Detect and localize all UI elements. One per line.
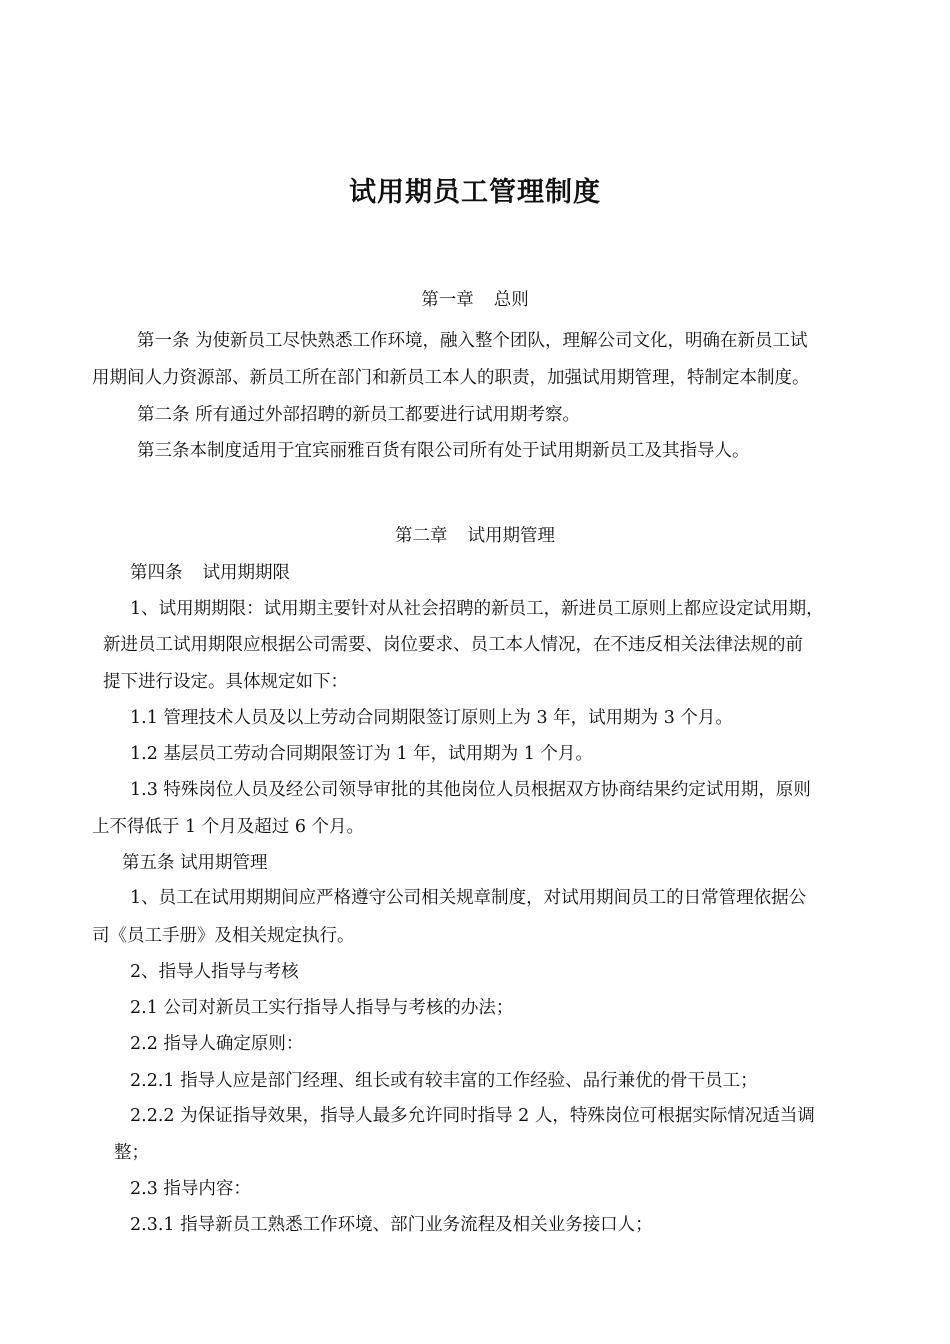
clause-5-1-line-2: 司《员工手册》及相关规定执行。 <box>92 926 355 946</box>
article-4-name: 试用期期限 <box>202 563 290 583</box>
article-1-line-2: 用期间人力资源部、新员工所在部门和新员工本人的职责，加强试用期管理，特制定本制度。 <box>92 368 810 388</box>
clause-1-line-3: 提下进行设定。具体规定如下： <box>103 672 348 692</box>
chapter-1-number: 第一章 <box>421 290 474 310</box>
article-1-line-1: 第一条 为使新员工尽快熟悉工作环境，融入整个团队，理解公司文化，明确在新员工试 <box>137 331 808 351</box>
clause-2-3: 2.3 指导内容： <box>130 1179 251 1199</box>
article-2: 第二条 所有通过外部招聘的新员工都要进行试用期考察。 <box>137 405 581 425</box>
chapter-2-name: 试用期管理 <box>467 526 555 546</box>
clause-1-1: 1.1 管理技术人员及以上劳动合同期限签订原则上为 3 年，试用期为 3 个月。 <box>130 708 733 728</box>
clause-5-2: 2、指导人指导与考核 <box>130 962 299 982</box>
clause-1-2: 1.2 基层员工劳动合同期限签订为 1 年，试用期为 1 个月。 <box>130 744 593 764</box>
clause-2-3-1: 2.3.1 指导新员工熟悉工作环境、部门业务流程及相关业务接口人； <box>130 1215 653 1235</box>
article-3: 第三条本制度适用于宜宾丽雅百货有限公司所有处于试用期新员工及其指导人。 <box>137 441 750 461</box>
chapter-2-heading <box>0 524 950 548</box>
clause-2-2: 2.2 指导人确定原则： <box>130 1034 304 1054</box>
clause-1-line-2: 新进员工试用期限应根据公司需要、岗位要求、员工本人情况，在不违反相关法律法规的前 <box>103 635 803 655</box>
clause-2-2-2-line-2: 整； <box>114 1143 149 1163</box>
chapter-1-name: 总则 <box>493 290 529 310</box>
clause-1-3-line-2: 上不得低于 1 个月及超过 6 个月。 <box>92 817 365 837</box>
clause-2-2-1: 2.2.1 指导人应是部门经理、组长或有较丰富的工作经验、品行兼优的骨干员工； <box>130 1071 758 1091</box>
chapter-1-heading <box>0 288 950 312</box>
clause-1-3-line-1: 1.3 特殊岗位人员及经公司领导审批的其他岗位人员根据双方协商结果约定试用期，原则 <box>130 780 811 800</box>
article-5-heading: 第五条 试用期管理 <box>122 853 268 873</box>
document-title: 试用期员工管理制度 <box>349 177 601 208</box>
article-4-number: 第四条 <box>130 563 183 583</box>
clause-1-line-1: 1、试用期期限：试用期主要针对从社会招聘的新员工，新进员工原则上都应设定试用期， <box>130 599 824 619</box>
chapter-2-number: 第二章 <box>395 526 448 546</box>
clause-5-1-line-1: 1、员工在试用期期间应严格遵守公司相关规章制度，对试用期间员工的日常管理依据公 <box>130 888 807 908</box>
article-4-heading <box>130 561 290 585</box>
clause-2-1: 2.1 公司对新员工实行指导人指导与考核的办法； <box>130 998 514 1018</box>
clause-2-2-2-line-1: 2.2.2 为保证指导效果，指导人最多允许同时指导 2 人，特殊岗位可根据实际情况适当调 <box>130 1106 815 1126</box>
